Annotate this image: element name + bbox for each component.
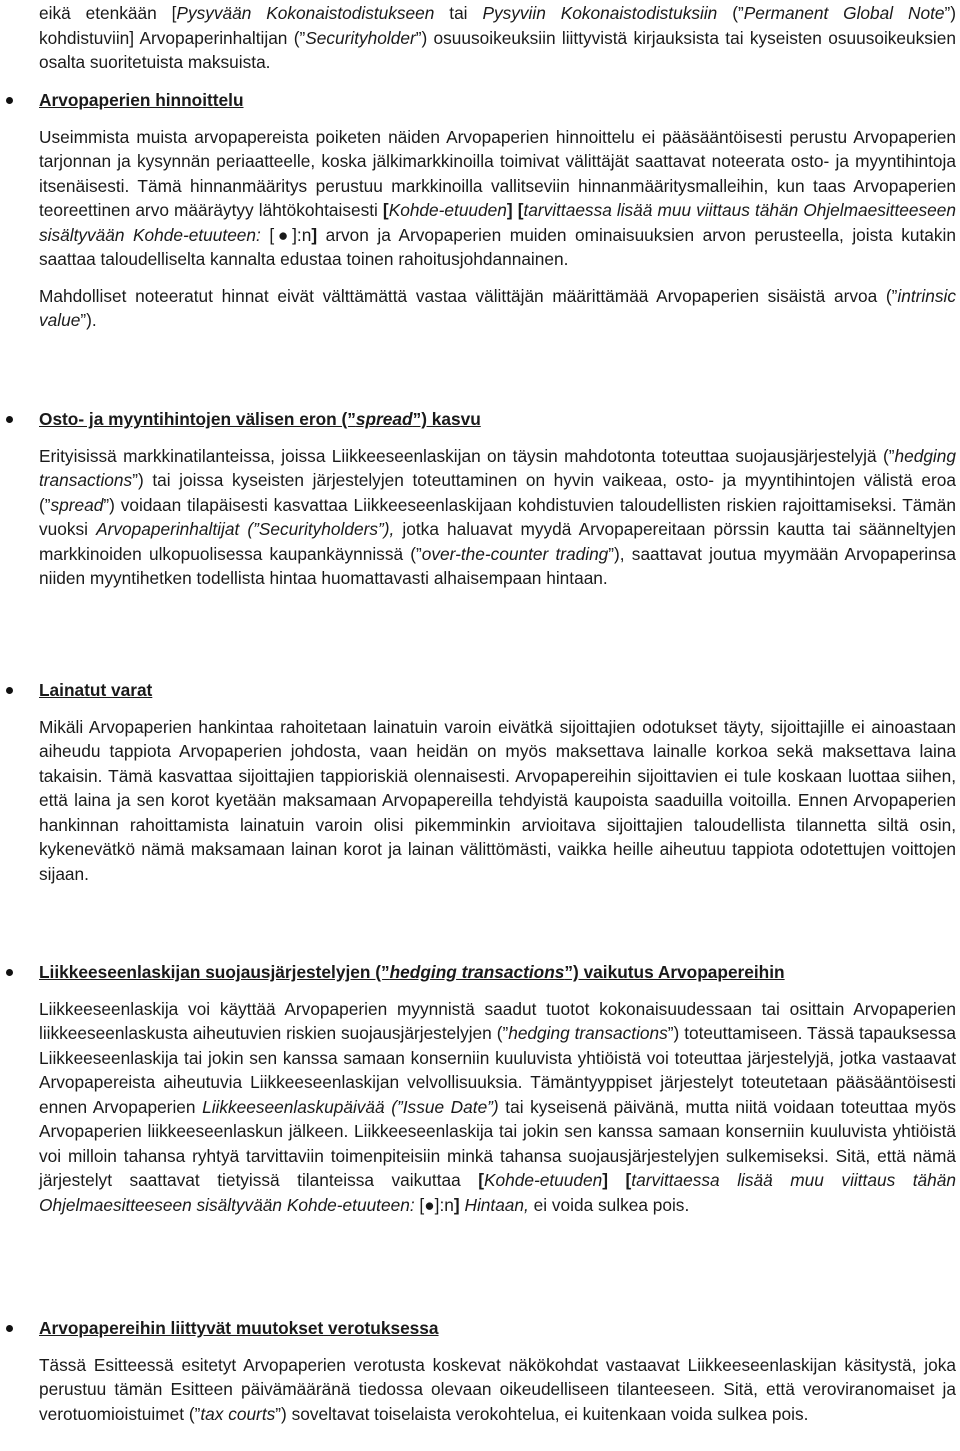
heading-italic: spread <box>355 409 413 429</box>
paragraph-italic: Kohde-etuuden <box>484 1170 603 1190</box>
intro-italic: Permanent Global Note <box>743 3 945 23</box>
bracket: ] [ <box>506 200 524 220</box>
section-heading <box>39 407 956 432</box>
intro-text: ”) osuusoikeuksiin liittyvistä kirjauksista tai kyseisten osuusoikeuksien osalta suoritetuista maksuista. <box>39 27 956 72</box>
paragraph-italic: over-the-counter trading <box>421 543 609 564</box>
section-taxation <box>39 1316 956 1426</box>
bullet-icon <box>6 416 13 423</box>
intro-italic: Pysyviin Kokonaistodistuksiin <box>482 3 718 23</box>
paragraph-italic: tax courts <box>200 1403 276 1424</box>
section-heading: Arvopapereihin liittyvät muutokset verotuksessa <box>39 1318 439 1338</box>
paragraph-text: tai kyseisenä päivänä, mutta niitä voidaan toteuttaa myös Arvopaperien liikkeeseenlaskun jälkeen. Liikkeeseenlaskija tai jokin sen kanssa samaan konserniin kuuluvista yhtiöistä voi milloin tahansa ryhtyä tarvittaviin toimenpiteisiin minkä tahansa suojausjärjestelyjen sulkemiseksi. Sitä, että nämä järjestelyt saattavat tietyissä tilanteissa vaikuttaa <box>39 1096 956 1190</box>
section-heading: Lainatut varat <box>39 680 153 700</box>
section-paragraph <box>39 284 956 333</box>
paragraph-italic: hedging transactions <box>39 445 956 490</box>
bracket: ] <box>453 1194 460 1215</box>
placeholder-text: [●]:n <box>260 224 312 245</box>
paragraph-text: Tässä Esitteessä esitetyt Arvopaperien verotusta koskevat näkökohdat vastaavat Liikkeeseenlaskijan käsitystä, joka perustuu tämän Esitteen päivämääränä tiedossa olevaan oikeudelliseen tilanteeseen. Sitä, että veroviranomaiset ja verotuomioistuimet (” <box>39 1354 956 1424</box>
paragraph-text: Liikkeeseenlaskija voi käyttää Arvopaperien myynnistä saadut tuotot kokonaisuudessaan tai osittain Arvopaperien liikkeeseenlaskusta aiheutuvien riskien suojausjärjestelyjen (” <box>39 998 956 1043</box>
paragraph-text: ”). <box>80 310 97 330</box>
section-heading <box>39 960 956 985</box>
bullet-icon <box>6 97 13 104</box>
heading-text: Liikkeeseenlaskijan suojausjärjestelyjen (” <box>39 962 390 982</box>
intro-paragraph <box>39 1 956 75</box>
section-spread <box>39 407 956 591</box>
paragraph-text: ”), saattavat joutua myymään Arvopaperinsa niiden myyntihetken todellista hintaa huomattavasti alhaisempaan hintaan. <box>39 543 956 588</box>
paragraph-italic: intrinsic value <box>39 285 956 330</box>
paragraph-text: Mahdolliset noteeratut hinnat eivät välttämättä vastaa välittäjän määrittämää Arvopaperien sisäistä arvoa (” <box>39 285 898 306</box>
section-pricing <box>39 88 956 333</box>
intro-italic: Securityholder <box>305 27 416 48</box>
paragraph-text: ”) toteuttamiseen. Tässä tapauksessa Liikkeeseenlaskija tai jokin sen kanssa samaan konserniin kuuluvista yhtiöistä voi toteuttaa järjestelyjä, jotka vastaavat Arvopapereista aiheutuvia Liikkeeseenlaskijan velvollisuuksia. Tämäntyyppiset järjestelyt toteutetaan pääsääntöisesti ennen Arvopaperien <box>39 1023 956 1117</box>
heading-text: ”) vaikutus Arvopapereihin <box>564 962 785 982</box>
section-paragraph <box>39 444 956 591</box>
paragraph-text: ”) tai joissa kyseisten järjestelyjen toteuttaminen on hyvin vaikeaa, osto- ja myyntihintojen välistä eroa (” <box>39 470 956 515</box>
paragraph-text: arvon ja Arvopaperien muiden ominaisuuksien arvon perusteella, joista kutakin saattaa taloudelliselta kannalta edustaa toinen rahoitusjohdannainen. <box>39 224 956 269</box>
bracket: [ <box>478 1170 485 1190</box>
intro-text: eikä etenkään [ <box>39 3 177 23</box>
section-paragraph <box>39 997 956 1218</box>
paragraph-italic: hedging transactions <box>508 1023 668 1043</box>
paragraph-text: ”) voidaan tilapäisesti kasvattaa Liikkeeseenlaskijaan kohdistuvien taloudellisten riskien rajoittamiseksi. Tämän vuoksi <box>39 494 956 539</box>
heading-italic: hedging transactions <box>389 962 565 982</box>
intro-text: (” <box>717 3 744 23</box>
bracket: [ <box>382 200 389 220</box>
bullet-icon <box>6 1325 13 1332</box>
intro-text: ”) kohdistuviin] Arvopaperinhaltijan (” <box>39 3 957 48</box>
section-heading: Arvopaperien hinnoittelu <box>39 90 244 110</box>
intro-paragraph-block <box>39 1 956 75</box>
bracket: ] [ <box>602 1170 632 1190</box>
paragraph-italic: Hintaan, <box>459 1194 529 1215</box>
paragraph-italic: tarvittaessa lisää muu viittaus tähän Ohjelmaesitteeseen sisältyvään Kohde-etuuteen: <box>39 1170 957 1215</box>
paragraph-italic: Kohde-etuuden <box>388 200 507 220</box>
section-paragraph <box>39 1353 956 1427</box>
section-paragraph: Mikäli Arvopaperien hankintaa rahoitetaan lainatuin varoin eivätkä sijoittajien odotukset täyty, sijoittajille ei ainoastaan aiheudu tappiota Arvopaperien johdosta, vaan heidän on myös maksettava lainalle korkoa sekä maksettava laina takaisin. Tämä kasvattaa sijoittajien tappioriskiä olennaisesti. Arvopapereihin sijoittavien ei tule koskaan luottaa siihen, että laina ja sen korot kyetään maksamaan Arvopapereilla tehdyistä kaupoista saaduilla voitoilla. Ennen Arvopaperien hankinnan rahoittamista lainatuin varoin olisi pikemminkin arvioitava sijoittajien taloudellista tilannetta siltä osin, kykenevätkö nämä maksamaan lainan korot ja lainan välittömästi, vaikka heille aiheutuu tappiota odotettujen voittojen sijaan. <box>39 716 956 884</box>
paragraph-italic: tarvittaessa lisää muu viittaus tähän Ohjelmaesitteeseen sisältyvään Kohde-etuuteen: <box>39 200 956 245</box>
bullet-icon <box>6 969 13 976</box>
paragraph-text: ”) soveltavat toiselaista verokohtelua, ei kuitenkaan voida sulkea pois. <box>275 1403 809 1424</box>
paragraph-text: Erityisissä markkinatilanteissa, joissa Liikkeeseenlaskijan on täysin mahdotonta toteuttaa suojausjärjestelyjä (” <box>39 445 895 466</box>
section-paragraph <box>39 125 956 272</box>
paragraph-text: Useimmista muista arvopapereista poiketen näiden Arvopaperien hinnoittelu ei pääsääntöisesti perustu Arvopaperien tarjonnan ja kysynnän periaatteelle, koska jälkimarkkinoilla toimivat välittäjät saattavat noteerata osto- ja myyntihintoja itsenäisesti. Tämä hinnanmääritys perustuu markkinoilla vallitseviin hinnanmääritysmalleihin, kun taas Arvopaperien teoreettinen arvo määräytyy lähtökohtaisesti <box>39 126 956 220</box>
bullet-icon <box>6 687 13 694</box>
intro-italic: Pysyvään Kokonaistodistukseen <box>176 3 435 23</box>
paragraph-italic: spread <box>50 494 104 515</box>
paragraph-text: ei voida sulkea pois. <box>528 1194 690 1215</box>
section-borrowed-funds <box>39 678 956 886</box>
bracket: ] <box>311 224 318 245</box>
paragraph-italic: Arvopaperinhaltijat (”Securityholders”), <box>96 519 395 539</box>
placeholder-text: [●]:n <box>414 1194 454 1215</box>
heading-text: Osto- ja myyntihintojen välisen eron (” <box>39 409 356 429</box>
intro-text: tai <box>434 3 483 23</box>
heading-text: ”) kasvu <box>412 409 481 429</box>
paragraph-text: jotka haluavat myydä Arvopapereitaan pörssin kautta tai säänneltyjen markkinoiden ulkopuolisessa kaupankäynnissä (” <box>39 519 956 564</box>
paragraph-italic: Liikkeeseenlaskupäivää (”Issue Date”) <box>202 1096 499 1117</box>
section-hedging <box>39 960 956 1217</box>
